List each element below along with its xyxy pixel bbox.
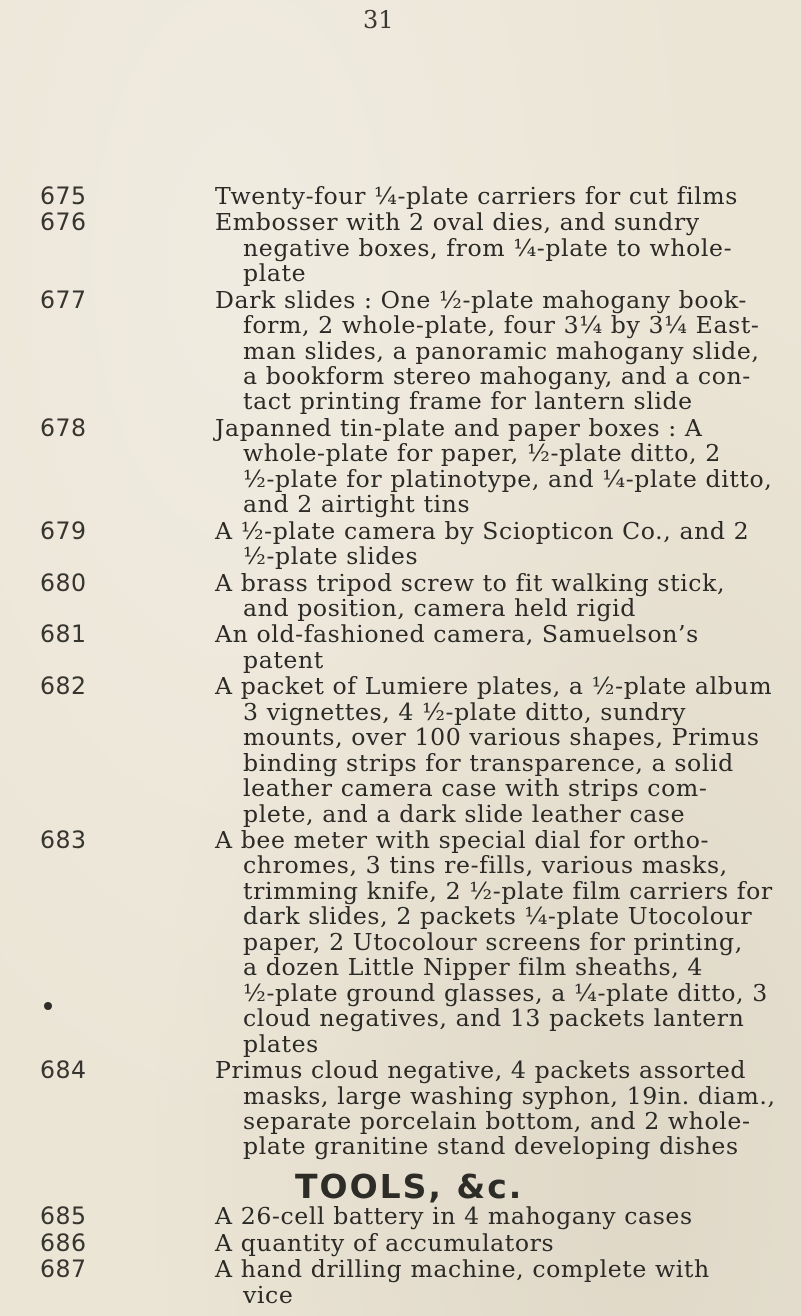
ink-spot: [44, 1002, 52, 1010]
lot-description: [215, 622, 795, 673]
lot-description-line: A ½-plate camera by Sciopticon Co., and 2: [215, 516, 750, 545]
lot-description-line: paper, 2 Utocolour screens for printing,: [243, 927, 743, 956]
lot-description-line: cloud negatives, and 13 packets lantern: [243, 1004, 745, 1033]
lot-number: 682: [40, 672, 87, 701]
lot-description: [215, 210, 795, 286]
lot-number: 676: [40, 208, 87, 237]
lot-description-line: and 2 airtight tins: [243, 490, 471, 519]
lot-description: [215, 413, 795, 519]
lot-description: [215, 568, 795, 622]
lot-description: [215, 674, 795, 827]
lot-description-line: man slides, a panoramic mahogany slide,: [243, 336, 760, 365]
lot-description-line: A hand drilling machine, complete with: [215, 1255, 710, 1284]
lot-description-line: A packet of Lumiere plates, a ½-plate album: [215, 672, 773, 701]
lot-number: 685: [40, 1202, 87, 1231]
lot-description-line: A quantity of accumulators: [215, 1228, 555, 1257]
lot-description-line: a dozen Little Nipper film sheaths, 4: [243, 953, 704, 982]
lot-description-line: A brass tripod screw to fit walking stick,: [215, 568, 726, 597]
lot-description-line: ½-plate for platinotype, and ¼-plate ditto,: [243, 464, 773, 493]
lot-description-line: ½-plate ground glasses, a ¼-plate ditto, 3: [243, 978, 768, 1007]
lot-description-line: dark slides, 2 packets ¼-plate Utocolour: [243, 902, 753, 931]
lot-description-line: mounts, over 100 various shapes, Primus: [243, 723, 760, 752]
lot-number: 683: [40, 826, 87, 854]
lot-description: [215, 1204, 795, 1229]
lot-description-line: leather camera case with strips com-: [243, 774, 708, 803]
lot-description-line: Dark slides : One ½-plate mahogany book-: [215, 285, 747, 314]
lot-description-line: plete, and a dark slide leather case: [243, 799, 686, 828]
lot-number: 679: [40, 516, 87, 545]
lot-description-line: Primus cloud negative, 4 packets assorted: [215, 1056, 747, 1085]
lot-description-line: A 26-cell battery in 4 mahogany cases: [215, 1202, 693, 1231]
lot-description-line: a bookform stereo mahogany, and a con-: [243, 361, 751, 390]
lot-description-line: and position, camera held rigid: [243, 593, 636, 622]
section-heading: TOOLS, &c.: [295, 1166, 524, 1206]
lot-description: [215, 285, 795, 416]
lot-description-line: Japanned tin-plate and paper boxes : A: [215, 413, 703, 442]
page-number: 31: [363, 6, 394, 34]
lot-description-line: An old-fashioned camera, Samuelson’s: [215, 620, 699, 649]
lot-description-line: tact printing frame for lantern slide: [243, 387, 693, 416]
lot-description-line: A bee meter with special dial for ortho-: [215, 826, 710, 854]
lot-description: [215, 181, 795, 210]
lot-description: [215, 1257, 795, 1308]
lot-number: 677: [40, 285, 87, 314]
lot-description-line: plate: [243, 259, 307, 288]
lot-number: 687: [40, 1255, 87, 1284]
lot-description: [215, 516, 795, 571]
lot-description-line: 3 vignettes, 4 ½-plate ditto, sundry: [243, 697, 687, 726]
lot-number: 686: [40, 1228, 87, 1257]
lot-description-line: plate granitine stand developing dishes: [243, 1132, 739, 1161]
lot-description-line: whole-plate for paper, ½-plate ditto, 2: [243, 439, 721, 468]
lot-number: 681: [40, 620, 87, 649]
lot-description-line: separate porcelain bottom, and 2 whole-: [243, 1107, 751, 1135]
lot-description-line: form, 2 whole-plate, four 3¼ by 3¼ East-: [243, 311, 760, 340]
lot-description-line: patent: [243, 645, 324, 674]
lot-number: 678: [40, 413, 87, 442]
lot-number: 680: [40, 568, 87, 597]
lot-number: 675: [40, 181, 87, 210]
lot-description-line: trimming knife, 2 ½-plate film carriers for: [243, 876, 773, 905]
lot-number: 684: [40, 1056, 87, 1085]
lot-description-line: Embosser with 2 oval dies, and sundry: [215, 208, 700, 237]
lot-description: [215, 1058, 795, 1160]
lot-description-line: Twenty-four ¼-plate carriers for cut films: [215, 181, 738, 210]
lot-description: [215, 828, 795, 1057]
lot-description-line: binding strips for transparence, a solid: [243, 748, 734, 777]
lot-description: [215, 1228, 795, 1257]
lot-description-line: ½-plate slides: [243, 542, 419, 571]
lot-description-line: masks, large washing syphon, 19in. diam.,: [243, 1081, 776, 1110]
lot-description-line: vice: [243, 1280, 294, 1309]
lot-description-line: plates: [243, 1029, 319, 1058]
lot-description-line: chromes, 3 tins re-fills, various masks,: [243, 851, 728, 880]
lot-description-line: negative boxes, from ¼-plate to whole-: [243, 233, 733, 262]
